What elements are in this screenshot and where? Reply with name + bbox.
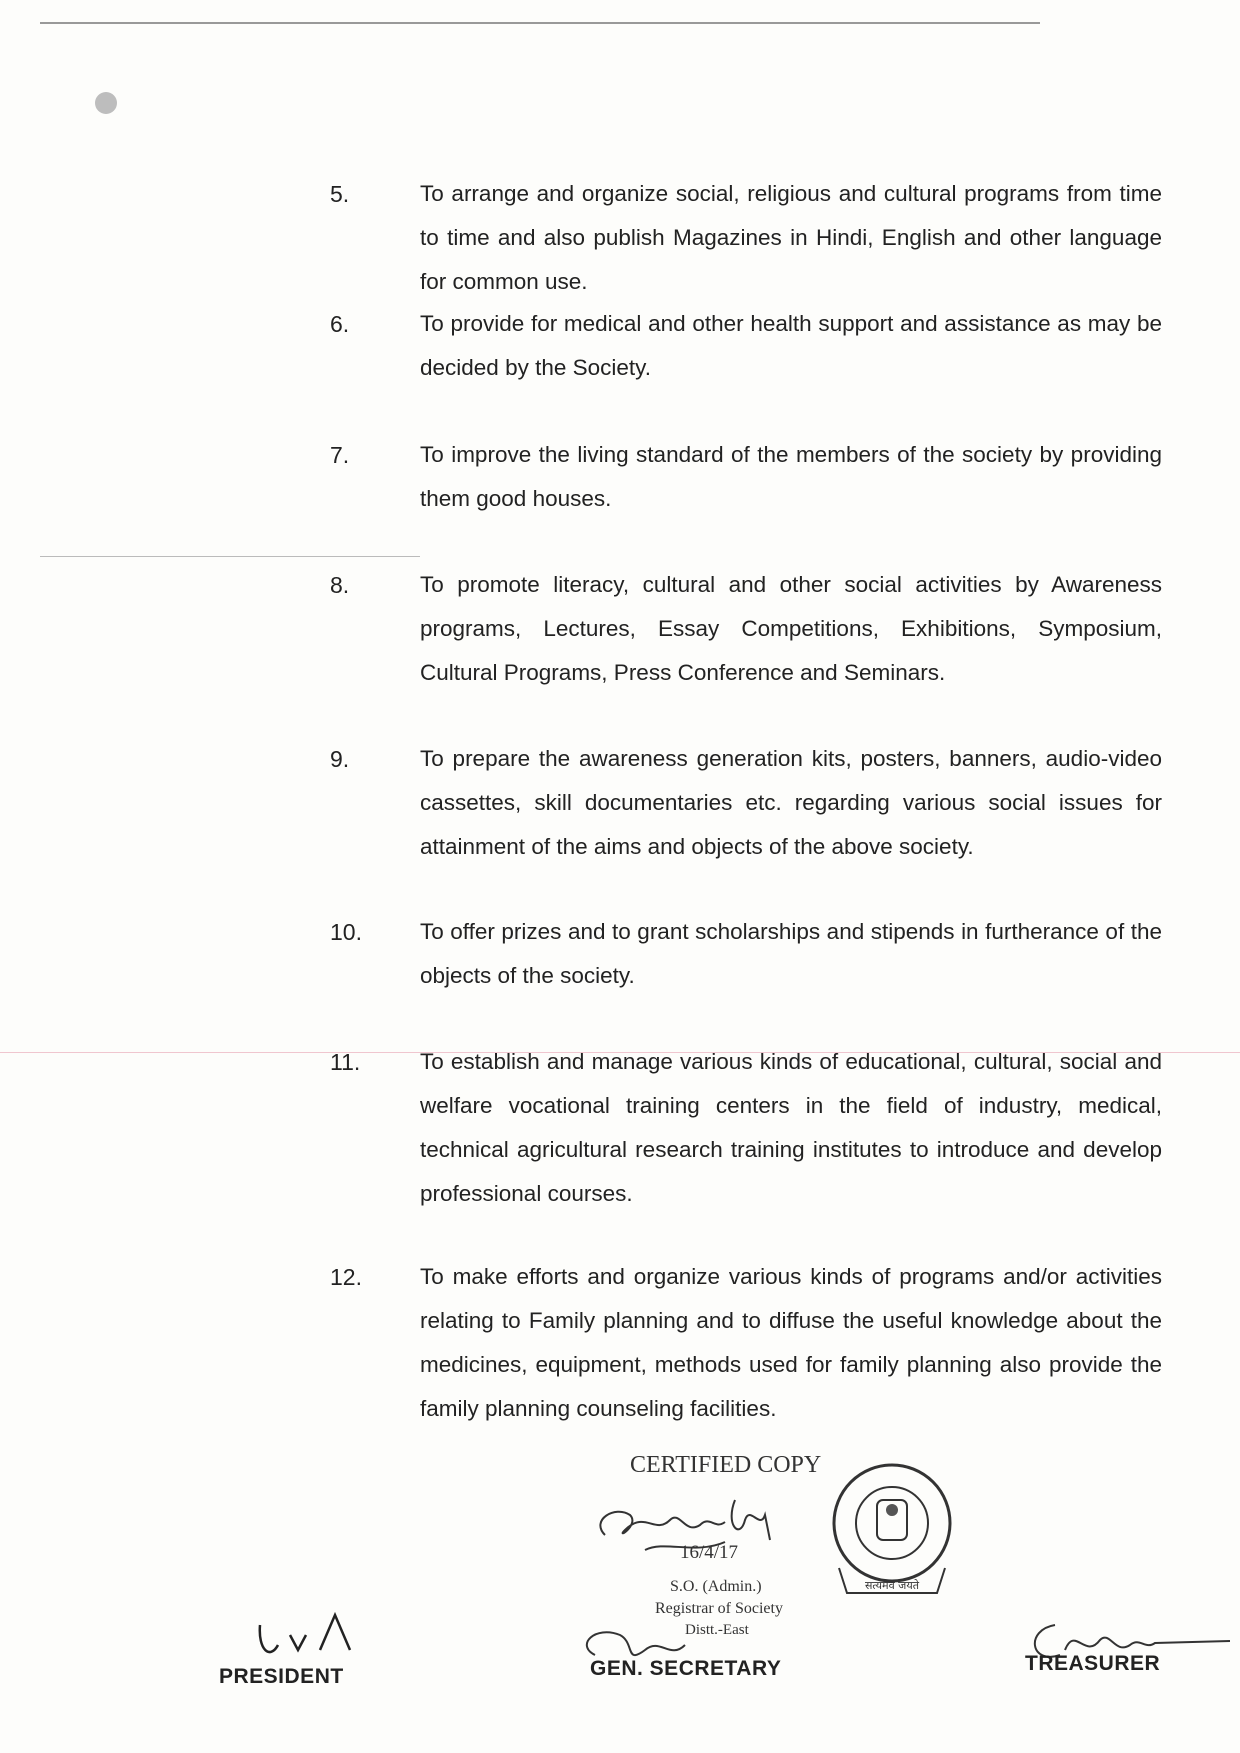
item-text: To promote literacy, cultural and other social activities by Awareness programs, Lectures, Essay Competitions, Exhibitions, Symposium, Cultural Programs, Press Conference and Seminars. — [420, 572, 1162, 685]
punch-hole — [95, 92, 117, 114]
item-text: To make efforts and organize various kinds of programs and/or activities relating to Family planning and to diffuse the useful knowledge about the medicines, equipment, methods used for family planning also provide the family planning counseling facilities. — [420, 1264, 1162, 1421]
item-text: To establish and manage various kinds of educational, cultural, social and welfare vocational training centers in the field of industry, medical, technical agricultural research training institutes to introduce and develop professional courses. — [420, 1049, 1162, 1206]
registrar-seal-icon — [827, 1458, 957, 1608]
list-item — [330, 910, 1162, 998]
stamp-officer: S.O. (Admin.) — [670, 1578, 762, 1595]
item-text: To offer prizes and to grant scholarships and stipends in furtherance of the objects of the society. — [420, 919, 1162, 988]
top-scan-line — [40, 22, 1040, 24]
stamp-date: 16/4/17 — [680, 1542, 739, 1563]
president-signature-icon — [250, 1605, 380, 1665]
list-item — [330, 302, 1162, 390]
stamp-registrar: Registrar of Society — [655, 1600, 783, 1617]
list-item — [330, 737, 1162, 869]
list-item — [330, 172, 1162, 304]
scan-line — [40, 556, 420, 557]
treasurer-label: TREASURER — [1025, 1652, 1161, 1675]
list-item — [330, 563, 1162, 695]
president-label: PRESIDENT — [219, 1665, 344, 1688]
item-number: 10. — [330, 919, 362, 945]
gen-secretary-label: GEN. SECRETARY — [590, 1657, 782, 1680]
item-number: 6. — [330, 311, 350, 337]
list-item — [330, 1255, 1162, 1431]
list-item — [330, 433, 1162, 521]
item-number: 5. — [330, 181, 350, 207]
stamp-district: Distt.-East — [685, 1622, 749, 1638]
item-text: To improve the living standard of the members of the society by providing them good houses. — [420, 442, 1162, 511]
item-number: 11. — [330, 1049, 361, 1075]
item-number: 9. — [330, 746, 350, 772]
item-text: To prepare the awareness generation kits, posters, banners, audio-video cassettes, skill documentaries etc. regarding various social issues for attainment of the aims and objects of the above society. — [420, 746, 1162, 859]
item-number: 12. — [330, 1264, 362, 1290]
item-number: 7. — [330, 442, 350, 468]
certified-copy-label: CERTIFIED COPY — [630, 1452, 822, 1478]
list-item — [330, 1040, 1162, 1216]
item-text: To arrange and organize social, religious and cultural programs from time to time and also publish Magazines in Hindi, English and other language for common use. — [420, 181, 1162, 294]
seal-motto: सत्यमेव जयते — [864, 1579, 920, 1592]
item-number: 8. — [330, 572, 350, 598]
item-text: To provide for medical and other health support and assistance as may be decided by the Society. — [420, 311, 1162, 380]
